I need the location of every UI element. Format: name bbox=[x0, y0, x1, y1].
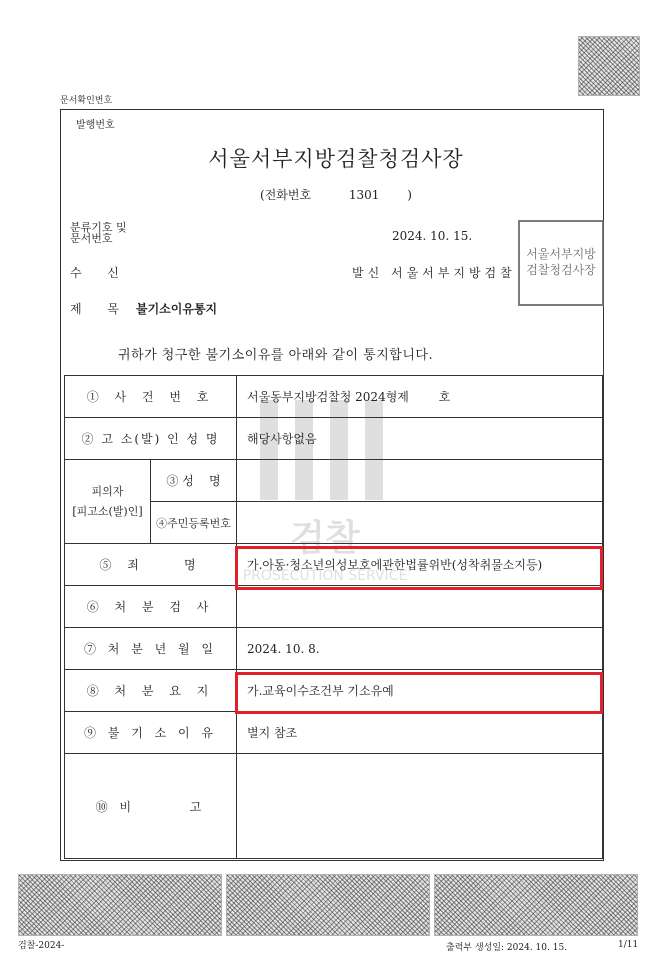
subject: 불기소이유통지 bbox=[136, 302, 218, 316]
disposition-form bbox=[64, 375, 603, 859]
complainant-label: ② 고 소(발) 인 성 명 bbox=[65, 418, 237, 460]
watermark-sub: PROSECUTION SERVICE bbox=[242, 568, 408, 584]
rrn-label: ④주민등록번호 bbox=[151, 502, 237, 544]
table-row bbox=[65, 628, 603, 670]
bottom-barcode-2 bbox=[226, 874, 430, 936]
footer-right: 출력부 생성일: 2024. 10. 15. bbox=[446, 943, 568, 953]
disposition-value: 가.교육이수조건부 기소유예 bbox=[237, 670, 603, 712]
footer-left: 검찰-2024- bbox=[18, 941, 65, 951]
case-no-value: 서울동부지방검찰청 2024형제 호 bbox=[237, 376, 603, 418]
suspect-label: 피의자 [피고소(발)인] bbox=[65, 460, 151, 544]
complainant-value: 해당사항없음 bbox=[237, 418, 603, 460]
watermark-text: 검찰 bbox=[290, 518, 360, 559]
table-row bbox=[65, 754, 603, 859]
official-seal: 서울서부지방검찰청검사장 bbox=[518, 220, 604, 306]
subject-label: 제 목 bbox=[70, 302, 125, 316]
name-value bbox=[237, 460, 603, 502]
rrn-value bbox=[237, 502, 603, 544]
doc-confirm-label: 문서확인번호 bbox=[60, 96, 113, 106]
document-date: 2024. 10. 15. bbox=[392, 229, 473, 243]
case-no-label: ① 사 건 번 호 bbox=[65, 376, 237, 418]
remarks-value bbox=[237, 754, 603, 859]
phone-close: ) bbox=[407, 188, 412, 202]
disposition-label: ⑧ 처 분 요 지 bbox=[65, 670, 237, 712]
charge-label: ⑤ 죄 명 bbox=[65, 544, 237, 586]
table-row bbox=[65, 460, 603, 502]
charge-value: 가.아동·청소년의성보호에관한법률위반(성착취물소지등) bbox=[237, 544, 603, 586]
classification-label: 분류기호 및 문서번호 bbox=[70, 221, 127, 245]
name-label: ③ 성 명 bbox=[151, 460, 237, 502]
phone-line bbox=[0, 186, 672, 203]
issue-no-label: 발행번호 bbox=[76, 120, 115, 131]
footer-page: 1/11 bbox=[618, 940, 639, 950]
table-row bbox=[65, 418, 603, 460]
disposition-highlight bbox=[235, 672, 603, 714]
table-row bbox=[65, 712, 603, 754]
page-title: 서울서부지방검찰청검사장 bbox=[208, 147, 464, 171]
phone-label: (전화번호 bbox=[260, 188, 312, 202]
bottom-barcode-3 bbox=[434, 874, 638, 936]
disposition-date-label: ⑦ 처 분 년 월 일 bbox=[65, 628, 237, 670]
charge-highlight bbox=[235, 546, 603, 590]
disposition-date-value: 2024. 10. 8. bbox=[237, 628, 603, 670]
sender: 발신 서울서부지방검찰 bbox=[352, 266, 516, 280]
notice-text: 귀하가 청구한 불기소이유를 아래와 같이 통지합니다. bbox=[118, 348, 434, 363]
bottom-barcode-1 bbox=[18, 874, 222, 936]
recipient-label: 수 신 bbox=[70, 266, 125, 280]
table-row bbox=[65, 376, 603, 418]
reason-label: ⑨ 불 기 소 이 유 bbox=[65, 712, 237, 754]
reason-value: 별지 참조 bbox=[237, 712, 603, 754]
prosecutor-value bbox=[237, 586, 603, 628]
top-barcode bbox=[578, 36, 640, 96]
table-row bbox=[65, 586, 603, 628]
phone-number: 1301 bbox=[348, 188, 380, 202]
prosecutor-label: ⑥ 처 분 검 사 bbox=[65, 586, 237, 628]
remarks-label: ⑩ 비 고 bbox=[65, 754, 237, 859]
